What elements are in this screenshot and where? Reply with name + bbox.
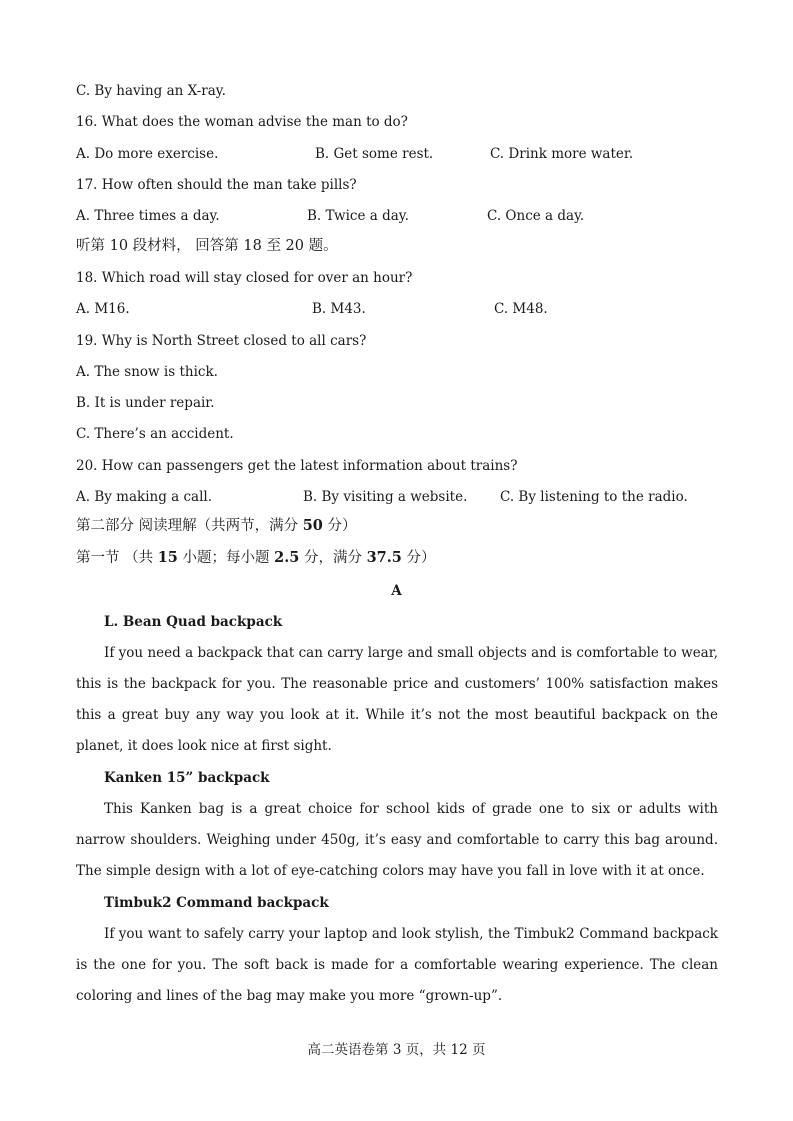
q20-option-c: C. By listening to the radio. — [500, 489, 688, 505]
item-body-kanken — [76, 794, 718, 887]
item-body-kanken-text: This Kanken bag is a great choice for school kids of grade one to six or adults with narrow shoulders. Weighing under 450g, it’s easy and comfortable to carry this bag around. The simple design with a lot of eye-catching colors may have you fall in love with it at once. — [76, 801, 718, 879]
q17-option-b: B. Twice a day. — [307, 208, 409, 224]
item-body-lbean — [76, 638, 718, 762]
q17-question: 17. How often should the man take pills? — [76, 177, 357, 193]
section1-heading-mid2: 分，满分 — [299, 550, 367, 566]
q15-option-c: C. By having an X-ray. — [76, 83, 226, 99]
q16-option-c: C. Drink more water. — [490, 146, 634, 162]
q20-option-a: A. By making a call. — [76, 489, 213, 505]
section1-heading-count: 15 — [157, 549, 178, 566]
section1-heading — [76, 549, 717, 567]
section1-heading-mid1: 小题；每小题 — [177, 550, 275, 566]
item-body-lbean-text: If you need a backpack that can carry large and small objects and is comfortable to wear, this is the backpack for you. The reasonable price and customers’ 100% satisfaction makes this a great buy any way you look at it. While it’s not the most beautiful backpack on the planet, it does look nice at first sight. — [76, 645, 718, 754]
q17-option-c: C. Once a day. — [487, 208, 585, 224]
q19-option-c: C. There’s an accident. — [76, 426, 234, 442]
q16-option-b: B. Get some rest. — [315, 146, 434, 162]
page-footer: 高二英语卷第 3 页，共 12 页 — [307, 1042, 486, 1058]
part2-heading — [76, 517, 717, 535]
passage-letter: A — [391, 583, 402, 599]
q16-option-a: A. Do more exercise. — [76, 146, 219, 162]
item-body-timbuk2-text: If you want to safely carry your laptop and look stylish, the Timbuk2 Command backpack is the one for you. The soft back is made for a comfortable wearing experience. The clean coloring and lines of the bag may make you more “grown-up”. — [76, 926, 718, 1004]
q18-option-c: C. M48. — [494, 301, 548, 317]
q20-question: 20. How can passengers get the latest information about trains? — [76, 458, 518, 474]
q18-option-a: A. M16. — [76, 301, 130, 317]
part2-heading-prefix: 第二部分 阅读理解（共两节，满分 — [76, 518, 303, 534]
q18-question: 18. Which road will stay closed for over an hour? — [76, 270, 413, 286]
section10-instruction: 听第 10 段材料， 回答第 18 至 20 题。 — [76, 238, 338, 254]
part2-heading-suffix: 分） — [322, 518, 357, 534]
q19-question: 19. Why is North Street closed to all cars? — [76, 333, 367, 349]
q20-option-b: B. By visiting a website. — [303, 489, 468, 505]
section1-heading-total: 37.5 — [366, 549, 402, 566]
item-title-lbean: L. Bean Quad backpack — [104, 614, 283, 630]
q19-option-a: A. The snow is thick. — [76, 364, 218, 380]
q18-option-b: B. M43. — [312, 301, 366, 317]
item-body-timbuk2 — [76, 919, 718, 1012]
q17-option-a: A. Three times a day. — [76, 208, 220, 224]
section1-heading-prefix: 第一节 （共 — [76, 550, 158, 566]
q19-option-b: B. It is under repair. — [76, 395, 215, 411]
q16-question: 16. What does the woman advise the man to do? — [76, 114, 408, 130]
section1-heading-each: 2.5 — [274, 549, 300, 566]
part2-heading-score: 50 — [302, 517, 323, 534]
item-title-timbuk2: Timbuk2 Command backpack — [104, 895, 329, 911]
item-title-kanken: Kanken 15” backpack — [104, 770, 270, 786]
section1-heading-suffix: 分） — [401, 550, 436, 566]
